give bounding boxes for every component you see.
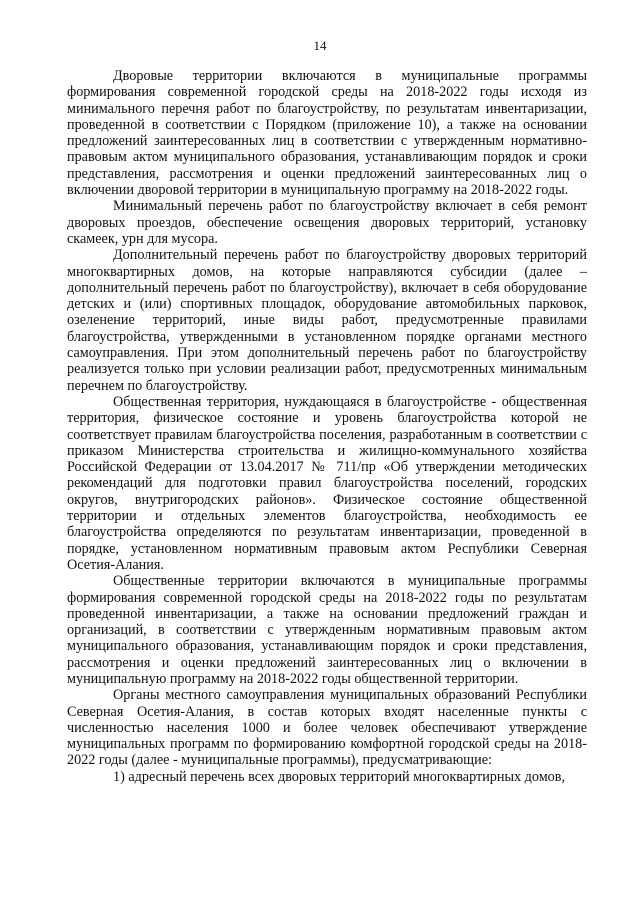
paragraph-address-list-item: 1) адресный перечень всех дворовых территорий многоквартирных домов, (113, 768, 566, 785)
paragraph-courtyard-territories: Дворовые территории включаются в муниципальные программы формирования современной городской среды на 2018-2022 годы исходя из минимального перечня работ по благоустройству, по результатам инвентаризации, проведенной в соответствии с Порядком (приложение 10), а также на основании предложений заинтересованных лиц в соответствии с утвержденным нормативно-правовым актом муниципального образования, устанавливающим порядок и сроки представления, рассмотрения и оценки предложений заинтересованных лиц о включении дворовой территории в муниципальную программу на 2018-2022 годы. (67, 68, 587, 199)
paragraph-minimal-works-list: Минимальный перечень работ по благоустройству включает в себя ремонт дворовых проездов, обеспечение освещения дворовых территорий, установку скамеек, урн для мусора. (67, 198, 587, 247)
paragraph-local-government-bodies: Органы местного самоуправления муниципальных образований Республики Северная Осетия-Алания, в состав которых входят населенные пункты с численностью населения 1000 и более человек обеспечивают утверждение муниципальных программ по формированию комфортной городской среды на 2018-2022 годы (далее - муниципальные программы), предусматривающие: (67, 687, 587, 769)
paragraph-public-territory-definition: Общественная территория, нуждающаяся в благоустройстве - общественная территория, физическое состояние и уровень благоустройства которой не соответствует правилам благоустройства поселения, разработанным в соответствии с приказом Министерства строительства и жилищно-коммунального хозяйства Российской Федерации от 13.04.2017 № 711/пр «Об утверждении методических рекомендаций для подготовки правил благоустройства поселений, городских округов, внутригородских районов». Физическое состояние общественной территории и отдельных элементов благоустройства, необходимость ее благоустройства определяются по результатам инвентаризации, проведенной в порядке, установленном нормативным правовым актом Республики Северная Осетия-Алания. (67, 393, 587, 573)
page-number: 14 (313, 38, 327, 53)
paragraph-public-territories-inclusion: Общественные территории включаются в муниципальные программы формирования современной городской среды на 2018-2022 годы по результатам проведенной инвентаризации, а также на основании предложений граждан и организаций, в соответствии с утвержденным нормативным правовым актом муниципального образования, устанавливающим порядок и сроки представления, рассмотрения и оценки предложений заинтересованных лиц о включении в муниципальную программу на 2018-2022 годы общественной территории. (67, 573, 587, 687)
document-body (67, 68, 587, 785)
paragraph-additional-works-list: Дополнительный перечень работ по благоустройству дворовых территорий многоквартирных домов, на которые направляются субсидии (далее – дополнительный перечень работ по благоустройству), включает в себя оборудование детских и (или) спортивных площадок, оборудование автомобильных парковок, озеленение территорий, иные виды работ, предусмотренные правилами благоустройства, утвержденными в установленном порядке органами местного самоуправления. При этом дополнительный перечень работ по благоустройству реализуется только при условии реализации работ, предусмотренных минимальным перечнем по благоустройству. (67, 247, 587, 394)
